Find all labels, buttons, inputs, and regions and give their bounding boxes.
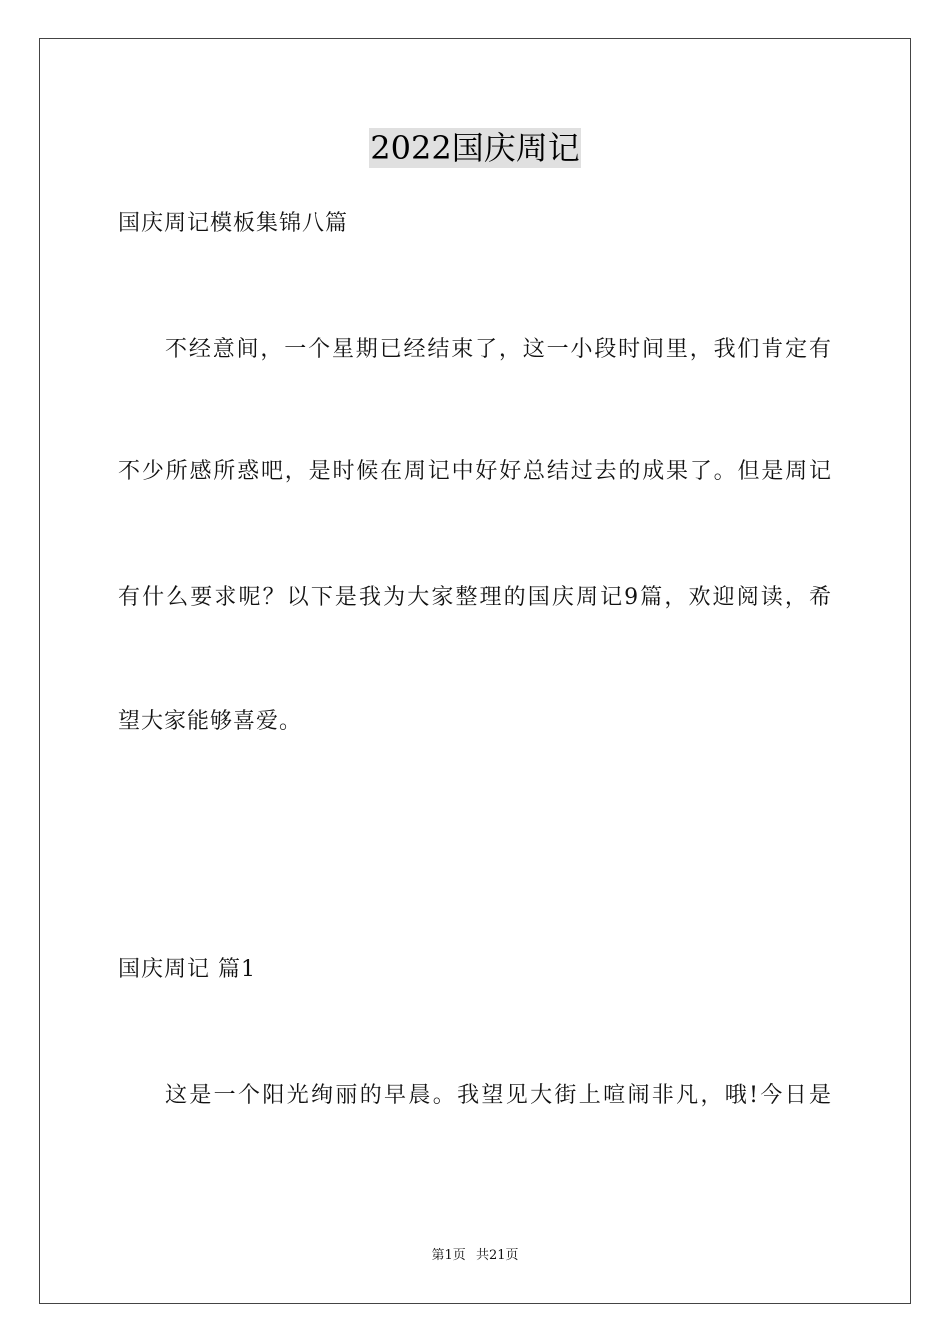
intro-line-4: 望大家能够喜爱。 [118, 709, 303, 734]
intro-line-3: 有什么要求呢？以下是我为大家整理的国庆周记9篇，欢迎阅读，希 [118, 585, 832, 610]
intro-line-1: 不经意间，一个星期已经结束了，这一小段时间里，我们肯定有 [165, 337, 832, 362]
document-title: 2022国庆周记 [370, 129, 580, 167]
page-footer [0, 1247, 950, 1265]
page-number: 第1页 [431, 1248, 466, 1263]
title-container [0, 128, 950, 168]
section-paragraph-line-1: 这是一个阳光绚丽的早晨。我望见大街上喧闹非凡，哦!今日是 [165, 1083, 832, 1108]
document-subtitle: 国庆周记模板集锦八篇 [118, 211, 349, 236]
intro-line-2: 不少所感所惑吧，是时候在周记中好好总结过去的成果了。但是周记 [118, 459, 832, 484]
section-heading: 国庆周记 篇1 [118, 957, 256, 982]
page-total: 共21页 [475, 1248, 519, 1263]
